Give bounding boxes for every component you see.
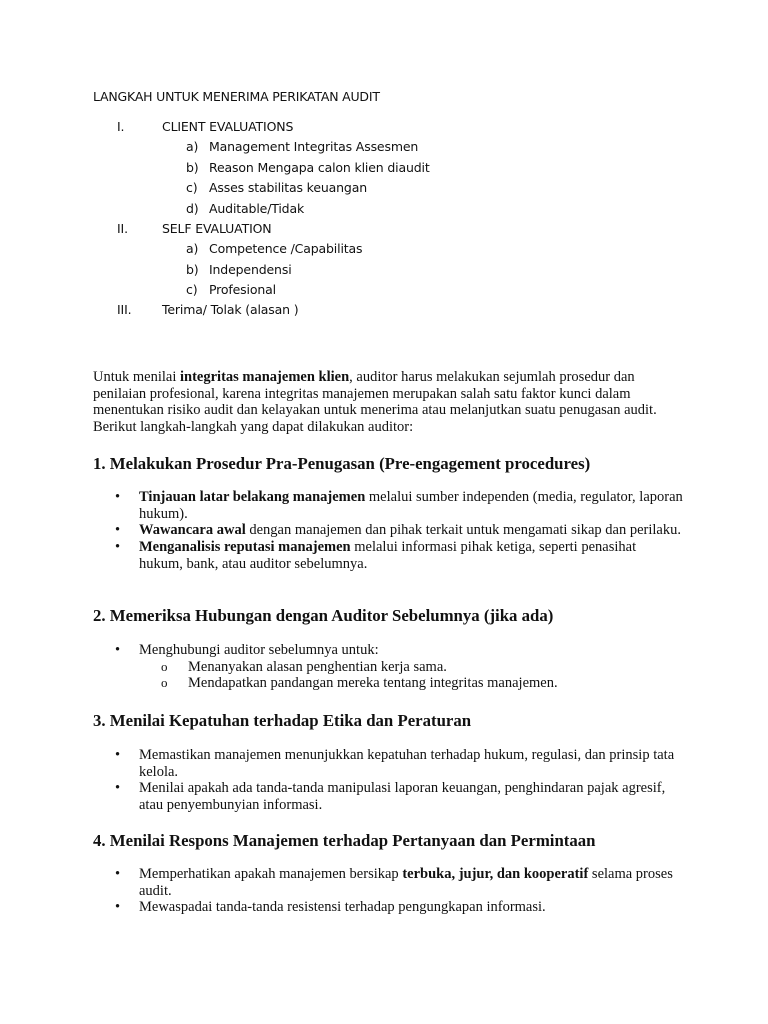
outline-sub-letter: a): [186, 241, 199, 256]
list-item: [93, 539, 683, 572]
outline-sub-text: Asses stabilitas keuangan: [209, 180, 367, 195]
list-item-bold: terbuka, jujur, dan kooperatif: [402, 866, 589, 882]
bullet-glyph: •: [115, 539, 121, 556]
list-item-text: Memperhatikan apakah manajemen bersikap: [139, 866, 403, 882]
list-item: [93, 747, 683, 780]
list-item-bold: Wawancara awal: [139, 522, 246, 539]
outline-sub-letter: b): [186, 262, 199, 277]
list-item: [93, 899, 683, 916]
bullet-glyph: •: [115, 747, 121, 763]
outline-sub-letter: c): [186, 180, 198, 195]
list-item-text: Menilai apakah ada tanda-tanda manipulasi laporan keuangan, penghindaran pajak agresif, atau penyembunyian informasi.: [139, 780, 666, 814]
intro-text-pre: Untuk menilai: [93, 369, 180, 385]
section-heading: 4. Menilai Respons Manajemen terhadap Pertanyaan dan Permintaan: [93, 831, 596, 850]
bullet-glyph: •: [115, 899, 121, 916]
list-item: [93, 522, 683, 539]
outline-sub-text: Reason Mengapa calon klien diaudit: [209, 160, 430, 175]
outline-number: II.: [117, 221, 128, 236]
outline-sub-letter: b): [186, 160, 199, 175]
outline-number: I.: [117, 119, 125, 134]
document-title: LANGKAH UNTUK MENERIMA PERIKATAN AUDIT: [93, 89, 380, 104]
outline-sub-text: Competence /Capabilitas: [209, 241, 363, 256]
bullet-glyph: •: [115, 489, 121, 505]
intro-text-bold: integritas manajemen klien: [180, 369, 350, 385]
outline-label: SELF EVALUATION: [162, 221, 272, 236]
bullet-list: [93, 747, 683, 814]
sub-bullet-glyph: o: [161, 658, 168, 674]
list-item-text: Mewaspadai tanda-tanda resistensi terhadap pengungkapan informasi.: [139, 899, 546, 916]
bullet-list: [93, 489, 683, 573]
outline-sub-text: Independensi: [209, 262, 292, 277]
bullet-list: [93, 642, 683, 692]
outline-sub-letter: a): [186, 139, 199, 154]
sub-list-item: [139, 659, 683, 676]
bullet-glyph: •: [115, 642, 121, 658]
sub-bullet-glyph: o: [161, 675, 168, 691]
section-heading: 2. Memeriksa Hubungan dengan Auditor Sebelumnya (jika ada): [93, 606, 554, 625]
intro-paragraph: [93, 369, 683, 436]
outline-number: III.: [117, 302, 132, 317]
intro-text-post: , auditor harus melakukan sejumlah prosedur dan penilaian profesional, karena integritas manajemen merupakan salah satu faktor kunci dalam menentukan risiko audit dan kelayakan untuk menerima atau melanjutkan suatu penugasan audit. Berikut langkah-langkah yang dapat dilakukan auditor:: [93, 369, 657, 436]
bullet-glyph: •: [115, 866, 121, 882]
outline-sub-text: Auditable/Tidak: [209, 201, 305, 216]
list-item-text: dengan manajemen dan pihak terkait untuk mengamati sikap dan perilaku.: [245, 522, 681, 539]
outline-sub-text: Profesional: [209, 282, 276, 297]
bullet-glyph: •: [115, 780, 121, 797]
list-item-text: Memastikan manajemen menunjukkan kepatuhan terhadap hukum, regulasi, dan prinsip tata kelola.: [139, 747, 675, 780]
outline-sub-text: Management Integritas Assesmen: [209, 139, 419, 154]
outline-label: CLIENT EVALUATIONS: [162, 119, 294, 134]
outline-label: Terima/ Tolak (alasan ): [162, 302, 299, 317]
list-item: [93, 780, 683, 813]
sub-list-item: [139, 675, 683, 692]
list-item-text: melalui sumber independen (media, regulator, laporan hukum).: [139, 489, 683, 522]
sub-list-item-text: Mendapatkan pandangan mereka tentang integritas manajemen.: [188, 675, 558, 692]
list-item-bold: Tinjauan latar belakang manajemen: [139, 489, 366, 505]
bullet-glyph: •: [115, 522, 121, 539]
outline-sub-letter: d): [186, 201, 199, 216]
sub-bullet-list: [139, 659, 683, 692]
bullet-list: [93, 866, 683, 916]
list-item: [93, 489, 683, 522]
sub-list-item-text: Menanyakan alasan penghentian kerja sama.: [188, 658, 447, 675]
list-item-bold: Menganalisis reputasi manajemen: [139, 539, 351, 556]
list-item: [93, 866, 683, 899]
list-item-text-post: selama proses audit.: [139, 866, 673, 899]
outline-sub-letter: c): [186, 282, 198, 297]
list-item: [93, 642, 683, 692]
list-item-text: melalui informasi pihak ketiga, seperti penasihat hukum, bank, atau auditor sebelumnya.: [139, 539, 637, 572]
section-heading: 1. Melakukan Prosedur Pra-Penugasan (Pre-engagement procedures): [93, 454, 591, 473]
section-heading: 3. Menilai Kepatuhan terhadap Etika dan Peraturan: [93, 711, 472, 730]
list-item-text: Menghubungi auditor sebelumnya untuk:: [139, 642, 379, 658]
